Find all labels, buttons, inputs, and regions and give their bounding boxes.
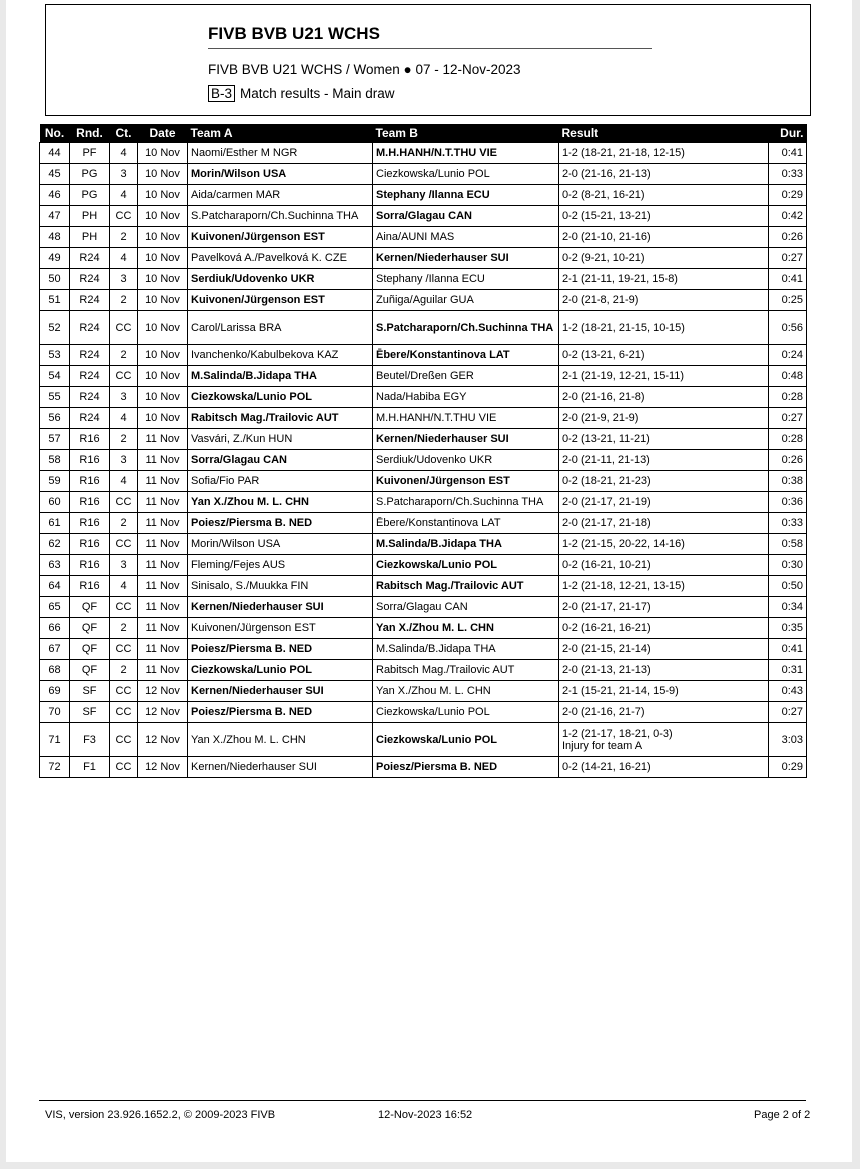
date-cell: 11 Nov bbox=[138, 660, 188, 681]
round-cell: PG bbox=[70, 164, 110, 185]
footer-timestamp: 12-Nov-2023 16:52 bbox=[378, 1109, 473, 1121]
team-b-cell: Ciezkowska/Lunio POL bbox=[373, 555, 559, 576]
table-row bbox=[40, 597, 807, 618]
result-cell: 0-2 (14-21, 16-21) bbox=[559, 757, 769, 778]
court-cell: CC bbox=[110, 311, 138, 345]
team-b-cell: Stephany /Ilanna ECU bbox=[373, 185, 559, 206]
team-b-cell: S.Patcharaporn/Ch.Suchinna THA bbox=[373, 311, 559, 345]
duration-cell: 0:30 bbox=[769, 555, 807, 576]
team-b-cell: Ciezkowska/Lunio POL bbox=[373, 702, 559, 723]
court-cell: CC bbox=[110, 597, 138, 618]
duration-cell: 3:03 bbox=[769, 723, 807, 757]
table-row bbox=[40, 408, 807, 429]
duration-cell: 0:38 bbox=[769, 471, 807, 492]
team-b-cell: M.H.HANH/N.T.THU VIE bbox=[373, 408, 559, 429]
round-cell: R24 bbox=[70, 311, 110, 345]
result-cell: 0-2 (9-21, 10-21) bbox=[559, 248, 769, 269]
table-row bbox=[40, 555, 807, 576]
date-cell: 10 Nov bbox=[138, 366, 188, 387]
team-b-cell: M.Salinda/B.Jidapa THA bbox=[373, 639, 559, 660]
round-cell: QF bbox=[70, 660, 110, 681]
round-cell: R16 bbox=[70, 429, 110, 450]
team-a-cell: Fleming/Fejes AUS bbox=[188, 555, 373, 576]
team-b-cell: M.H.HANH/N.T.THU VIE bbox=[373, 143, 559, 164]
table-row bbox=[40, 639, 807, 660]
duration-cell: 0:26 bbox=[769, 227, 807, 248]
date-cell: 12 Nov bbox=[138, 723, 188, 757]
team-a-cell: Kuivonen/Jürgenson EST bbox=[188, 290, 373, 311]
team-a-cell: Sofia/Fio PAR bbox=[188, 471, 373, 492]
team-b-cell: Kernen/Niederhauser SUI bbox=[373, 248, 559, 269]
team-b-cell: M.Salinda/B.Jidapa THA bbox=[373, 534, 559, 555]
date-cell: 11 Nov bbox=[138, 534, 188, 555]
date-cell: 11 Nov bbox=[138, 450, 188, 471]
result-cell: 1-2 (18-21, 21-15, 10-15) bbox=[559, 311, 769, 345]
round-cell: R16 bbox=[70, 471, 110, 492]
column-header-date: Date bbox=[138, 124, 188, 143]
match-number: 53 bbox=[40, 345, 70, 366]
report-header bbox=[45, 4, 811, 116]
team-a-cell: Naomi/Esther M NGR bbox=[188, 143, 373, 164]
team-a-cell: Kernen/Niederhauser SUI bbox=[188, 681, 373, 702]
team-b-cell: Ēbere/Konstantinova LAT bbox=[373, 345, 559, 366]
table-row bbox=[40, 269, 807, 290]
table-row bbox=[40, 387, 807, 408]
match-results-table bbox=[39, 124, 807, 778]
result-cell: 2-1 (15-21, 21-14, 15-9) bbox=[559, 681, 769, 702]
court-cell: CC bbox=[110, 534, 138, 555]
date-cell: 10 Nov bbox=[138, 248, 188, 269]
result-cell: 2-0 (21-17, 21-18) bbox=[559, 513, 769, 534]
round-cell: F1 bbox=[70, 757, 110, 778]
date-cell: 10 Nov bbox=[138, 164, 188, 185]
table-row bbox=[40, 429, 807, 450]
date-cell: 11 Nov bbox=[138, 492, 188, 513]
table-row bbox=[40, 471, 807, 492]
team-a-cell: Morin/Wilson USA bbox=[188, 534, 373, 555]
date-cell: 11 Nov bbox=[138, 513, 188, 534]
result-cell: 2-0 (21-16, 21-7) bbox=[559, 702, 769, 723]
team-a-cell: Vasvári, Z./Kun HUN bbox=[188, 429, 373, 450]
table-row bbox=[40, 450, 807, 471]
team-a-cell: M.Salinda/B.Jidapa THA bbox=[188, 366, 373, 387]
round-cell: R16 bbox=[70, 555, 110, 576]
report-name: Match results - Main draw bbox=[240, 86, 395, 101]
court-cell: CC bbox=[110, 757, 138, 778]
court-cell: CC bbox=[110, 206, 138, 227]
date-cell: 10 Nov bbox=[138, 269, 188, 290]
table-row bbox=[40, 534, 807, 555]
team-b-cell: Yan X./Zhou M. L. CHN bbox=[373, 681, 559, 702]
result-cell: 2-0 (21-8, 21-9) bbox=[559, 290, 769, 311]
team-b-cell: Sorra/Glagau CAN bbox=[373, 206, 559, 227]
duration-cell: 0:27 bbox=[769, 702, 807, 723]
result-cell: 2-0 (21-16, 21-8) bbox=[559, 387, 769, 408]
team-a-cell: Ciezkowska/Lunio POL bbox=[188, 660, 373, 681]
duration-cell: 0:36 bbox=[769, 492, 807, 513]
column-header-result: Result bbox=[559, 124, 769, 143]
match-number: 52 bbox=[40, 311, 70, 345]
footer-page-number: Page 2 of 2 bbox=[754, 1109, 811, 1121]
result-cell: 0-2 (16-21, 10-21) bbox=[559, 555, 769, 576]
court-cell: CC bbox=[110, 366, 138, 387]
team-a-cell: Morin/Wilson USA bbox=[188, 164, 373, 185]
table-row bbox=[40, 143, 807, 164]
match-number: 47 bbox=[40, 206, 70, 227]
report-code-badge: B-3 bbox=[208, 85, 235, 102]
table-row bbox=[40, 660, 807, 681]
date-cell: 12 Nov bbox=[138, 702, 188, 723]
duration-cell: 0:42 bbox=[769, 206, 807, 227]
court-cell: 2 bbox=[110, 618, 138, 639]
result-cell: 0-2 (15-21, 13-21) bbox=[559, 206, 769, 227]
result-cell: 2-0 (21-15, 21-14) bbox=[559, 639, 769, 660]
team-b-cell: Aina/AUNI MAS bbox=[373, 227, 559, 248]
table-row bbox=[40, 206, 807, 227]
team-b-cell: Kuivonen/Jürgenson EST bbox=[373, 471, 559, 492]
round-cell: R16 bbox=[70, 492, 110, 513]
match-number: 55 bbox=[40, 387, 70, 408]
court-cell: 3 bbox=[110, 450, 138, 471]
match-number: 59 bbox=[40, 471, 70, 492]
court-cell: 2 bbox=[110, 513, 138, 534]
duration-cell: 0:33 bbox=[769, 513, 807, 534]
team-b-cell: Ciezkowska/Lunio POL bbox=[373, 723, 559, 757]
match-number: 67 bbox=[40, 639, 70, 660]
court-cell: 2 bbox=[110, 345, 138, 366]
result-cell: 2-0 (21-13, 21-13) bbox=[559, 660, 769, 681]
column-header-duration: Dur. bbox=[769, 124, 807, 143]
court-cell: 2 bbox=[110, 227, 138, 248]
team-b-cell: Zuñiga/Aguilar GUA bbox=[373, 290, 559, 311]
date-cell: 10 Nov bbox=[138, 311, 188, 345]
round-cell: QF bbox=[70, 639, 110, 660]
court-cell: 4 bbox=[110, 248, 138, 269]
result-cell: 0-2 (13-21, 11-21) bbox=[559, 429, 769, 450]
result-cell: 2-0 (21-17, 21-17) bbox=[559, 597, 769, 618]
duration-cell: 0:56 bbox=[769, 311, 807, 345]
table-row bbox=[40, 227, 807, 248]
round-cell: R24 bbox=[70, 248, 110, 269]
match-number: 49 bbox=[40, 248, 70, 269]
court-cell: 3 bbox=[110, 164, 138, 185]
table-row bbox=[40, 618, 807, 639]
date-cell: 11 Nov bbox=[138, 639, 188, 660]
match-number: 65 bbox=[40, 597, 70, 618]
match-number: 70 bbox=[40, 702, 70, 723]
result-cell: 0-2 (8-21, 16-21) bbox=[559, 185, 769, 206]
column-header-round: Rnd. bbox=[70, 124, 110, 143]
event-subtitle: FIVB BVB U21 WCHS / Women ● 07 - 12-Nov-2023 bbox=[208, 62, 521, 77]
duration-cell: 0:43 bbox=[769, 681, 807, 702]
footer-version: VIS, version 23.926.1652.2, © 2009-2023 FIVB bbox=[45, 1109, 276, 1121]
team-b-cell: Ciezkowska/Lunio POL bbox=[373, 164, 559, 185]
match-number: 64 bbox=[40, 576, 70, 597]
team-a-cell: S.Patcharaporn/Ch.Suchinna THA bbox=[188, 206, 373, 227]
round-cell: PH bbox=[70, 206, 110, 227]
date-cell: 11 Nov bbox=[138, 597, 188, 618]
match-number: 63 bbox=[40, 555, 70, 576]
duration-cell: 0:31 bbox=[769, 660, 807, 681]
court-cell: 3 bbox=[110, 269, 138, 290]
column-header-court: Ct. bbox=[110, 124, 138, 143]
team-b-cell: Ēbere/Konstantinova LAT bbox=[373, 513, 559, 534]
duration-cell: 0:26 bbox=[769, 450, 807, 471]
team-a-cell: Yan X./Zhou M. L. CHN bbox=[188, 723, 373, 757]
result-cell: 2-0 (21-9, 21-9) bbox=[559, 408, 769, 429]
report-code-line bbox=[208, 85, 395, 102]
team-b-cell: Sorra/Glagau CAN bbox=[373, 597, 559, 618]
team-b-cell: Poiesz/Piersma B. NED bbox=[373, 757, 559, 778]
team-a-cell: Sorra/Glagau CAN bbox=[188, 450, 373, 471]
result-cell: 0-2 (18-21, 21-23) bbox=[559, 471, 769, 492]
match-number: 72 bbox=[40, 757, 70, 778]
date-cell: 10 Nov bbox=[138, 290, 188, 311]
team-b-cell: Kernen/Niederhauser SUI bbox=[373, 429, 559, 450]
team-a-cell: Pavelková A./Pavelková K. CZE bbox=[188, 248, 373, 269]
round-cell: SF bbox=[70, 681, 110, 702]
court-cell: 2 bbox=[110, 660, 138, 681]
duration-cell: 0:28 bbox=[769, 387, 807, 408]
match-number: 54 bbox=[40, 366, 70, 387]
match-number: 66 bbox=[40, 618, 70, 639]
date-cell: 10 Nov bbox=[138, 408, 188, 429]
court-cell: CC bbox=[110, 681, 138, 702]
result-score: 1-2 (21-17, 18-21, 0-3) bbox=[562, 727, 673, 740]
team-b-cell: Stephany /Ilanna ECU bbox=[373, 269, 559, 290]
team-a-cell: Yan X./Zhou M. L. CHN bbox=[188, 492, 373, 513]
court-cell: CC bbox=[110, 639, 138, 660]
team-b-cell: Rabitsch Mag./Trailovic AUT bbox=[373, 660, 559, 681]
round-cell: QF bbox=[70, 597, 110, 618]
result-cell: 2-1 (21-19, 12-21, 15-11) bbox=[559, 366, 769, 387]
table-row bbox=[40, 248, 807, 269]
table-row bbox=[40, 702, 807, 723]
court-cell: 2 bbox=[110, 290, 138, 311]
duration-cell: 0:29 bbox=[769, 757, 807, 778]
match-number: 45 bbox=[40, 164, 70, 185]
footer-divider bbox=[39, 1100, 806, 1101]
court-cell: 4 bbox=[110, 408, 138, 429]
duration-cell: 0:25 bbox=[769, 290, 807, 311]
duration-cell: 0:35 bbox=[769, 618, 807, 639]
court-cell: 4 bbox=[110, 576, 138, 597]
team-a-cell: Poiesz/Piersma B. NED bbox=[188, 513, 373, 534]
team-a-cell: Ivanchenko/Kabulbekova KAZ bbox=[188, 345, 373, 366]
court-cell: CC bbox=[110, 492, 138, 513]
duration-cell: 0:41 bbox=[769, 639, 807, 660]
result-cell: 0-2 (16-21, 16-21) bbox=[559, 618, 769, 639]
duration-cell: 0:28 bbox=[769, 429, 807, 450]
duration-cell: 0:29 bbox=[769, 185, 807, 206]
date-cell: 12 Nov bbox=[138, 681, 188, 702]
team-a-cell: Kernen/Niederhauser SUI bbox=[188, 757, 373, 778]
result-cell: 2-0 (21-17, 21-19) bbox=[559, 492, 769, 513]
team-b-cell: Yan X./Zhou M. L. CHN bbox=[373, 618, 559, 639]
match-number: 57 bbox=[40, 429, 70, 450]
date-cell: 11 Nov bbox=[138, 576, 188, 597]
team-a-cell: Poiesz/Piersma B. NED bbox=[188, 639, 373, 660]
round-cell: R16 bbox=[70, 513, 110, 534]
duration-cell: 0:50 bbox=[769, 576, 807, 597]
duration-cell: 0:48 bbox=[769, 366, 807, 387]
date-cell: 11 Nov bbox=[138, 429, 188, 450]
round-cell: R24 bbox=[70, 290, 110, 311]
team-b-cell: Nada/Habiba EGY bbox=[373, 387, 559, 408]
table-row bbox=[40, 681, 807, 702]
column-header-team-a: Team A bbox=[188, 124, 373, 143]
date-cell: 10 Nov bbox=[138, 387, 188, 408]
date-cell: 10 Nov bbox=[138, 345, 188, 366]
round-cell: R16 bbox=[70, 450, 110, 471]
table-row bbox=[40, 345, 807, 366]
result-cell: 2-0 (21-16, 21-13) bbox=[559, 164, 769, 185]
team-a-cell: Sinisalo, S./Muukka FIN bbox=[188, 576, 373, 597]
date-cell: 10 Nov bbox=[138, 143, 188, 164]
result-cell: 1-2 (21-15, 20-22, 14-16) bbox=[559, 534, 769, 555]
match-number: 51 bbox=[40, 290, 70, 311]
team-a-cell: Ciezkowska/Lunio POL bbox=[188, 387, 373, 408]
result-cell: 2-0 (21-11, 21-13) bbox=[559, 450, 769, 471]
court-cell: 2 bbox=[110, 429, 138, 450]
date-cell: 11 Nov bbox=[138, 618, 188, 639]
table-row bbox=[40, 164, 807, 185]
date-cell: 11 Nov bbox=[138, 555, 188, 576]
result-note: Injury for team A bbox=[562, 739, 643, 752]
result-cell: 1-2 (18-21, 21-18, 12-15) bbox=[559, 143, 769, 164]
court-cell: 4 bbox=[110, 143, 138, 164]
match-number: 61 bbox=[40, 513, 70, 534]
round-cell: R24 bbox=[70, 387, 110, 408]
team-b-cell: Rabitsch Mag./Trailovic AUT bbox=[373, 576, 559, 597]
round-cell: R24 bbox=[70, 366, 110, 387]
match-number: 48 bbox=[40, 227, 70, 248]
round-cell: R24 bbox=[70, 408, 110, 429]
result-cell: 1-2 (21-18, 12-21, 13-15) bbox=[559, 576, 769, 597]
team-b-cell: Beutel/Dreßen GER bbox=[373, 366, 559, 387]
table-row bbox=[40, 513, 807, 534]
match-number: 69 bbox=[40, 681, 70, 702]
date-cell: 12 Nov bbox=[138, 757, 188, 778]
date-cell: 10 Nov bbox=[138, 227, 188, 248]
duration-cell: 0:27 bbox=[769, 248, 807, 269]
date-cell: 10 Nov bbox=[138, 185, 188, 206]
team-a-cell: Rabitsch Mag./Trailovic AUT bbox=[188, 408, 373, 429]
page-title: FIVB BVB U21 WCHS bbox=[208, 24, 380, 43]
match-number: 50 bbox=[40, 269, 70, 290]
match-number: 44 bbox=[40, 143, 70, 164]
team-a-cell: Kuivonen/Jürgenson EST bbox=[188, 227, 373, 248]
date-cell: 10 Nov bbox=[138, 206, 188, 227]
duration-cell: 0:33 bbox=[769, 164, 807, 185]
team-a-cell: Carol/Larissa BRA bbox=[188, 311, 373, 345]
duration-cell: 0:41 bbox=[769, 143, 807, 164]
court-cell: 4 bbox=[110, 471, 138, 492]
team-a-cell: Aida/carmen MAR bbox=[188, 185, 373, 206]
table-row bbox=[40, 366, 807, 387]
match-number: 56 bbox=[40, 408, 70, 429]
date-cell: 11 Nov bbox=[138, 471, 188, 492]
team-a-cell: Serdiuk/Udovenko UKR bbox=[188, 269, 373, 290]
round-cell: R24 bbox=[70, 345, 110, 366]
title-divider bbox=[208, 48, 652, 49]
round-cell: PF bbox=[70, 143, 110, 164]
column-header-team-b: Team B bbox=[373, 124, 559, 143]
round-cell: PG bbox=[70, 185, 110, 206]
duration-cell: 0:58 bbox=[769, 534, 807, 555]
result-cell: 0-2 (13-21, 6-21) bbox=[559, 345, 769, 366]
table-row bbox=[40, 492, 807, 513]
team-a-cell: Kernen/Niederhauser SUI bbox=[188, 597, 373, 618]
duration-cell: 0:34 bbox=[769, 597, 807, 618]
team-a-cell: Kuivonen/Jürgenson EST bbox=[188, 618, 373, 639]
column-header-no: No. bbox=[40, 124, 70, 143]
match-number: 46 bbox=[40, 185, 70, 206]
table-row bbox=[40, 723, 807, 757]
match-number: 58 bbox=[40, 450, 70, 471]
result-cell: 2-1 (21-11, 19-21, 15-8) bbox=[559, 269, 769, 290]
court-cell: 3 bbox=[110, 555, 138, 576]
round-cell: QF bbox=[70, 618, 110, 639]
team-b-cell: Serdiuk/Udovenko UKR bbox=[373, 450, 559, 471]
match-number: 68 bbox=[40, 660, 70, 681]
duration-cell: 0:27 bbox=[769, 408, 807, 429]
table-header-row bbox=[40, 124, 807, 143]
round-cell: R16 bbox=[70, 534, 110, 555]
result-cell: 2-0 (21-10, 21-16) bbox=[559, 227, 769, 248]
duration-cell: 0:24 bbox=[769, 345, 807, 366]
round-cell: R24 bbox=[70, 269, 110, 290]
court-cell: CC bbox=[110, 702, 138, 723]
table-row bbox=[40, 290, 807, 311]
round-cell: SF bbox=[70, 702, 110, 723]
match-number: 62 bbox=[40, 534, 70, 555]
table-row bbox=[40, 311, 807, 345]
table-row bbox=[40, 185, 807, 206]
table-row bbox=[40, 576, 807, 597]
team-b-cell: S.Patcharaporn/Ch.Suchinna THA bbox=[373, 492, 559, 513]
court-cell: 3 bbox=[110, 387, 138, 408]
court-cell: CC bbox=[110, 723, 138, 757]
round-cell: PH bbox=[70, 227, 110, 248]
result-cell bbox=[559, 723, 769, 757]
table-row bbox=[40, 757, 807, 778]
match-number: 71 bbox=[40, 723, 70, 757]
match-number: 60 bbox=[40, 492, 70, 513]
team-a-cell: Poiesz/Piersma B. NED bbox=[188, 702, 373, 723]
round-cell: R16 bbox=[70, 576, 110, 597]
court-cell: 4 bbox=[110, 185, 138, 206]
round-cell: F3 bbox=[70, 723, 110, 757]
duration-cell: 0:41 bbox=[769, 269, 807, 290]
